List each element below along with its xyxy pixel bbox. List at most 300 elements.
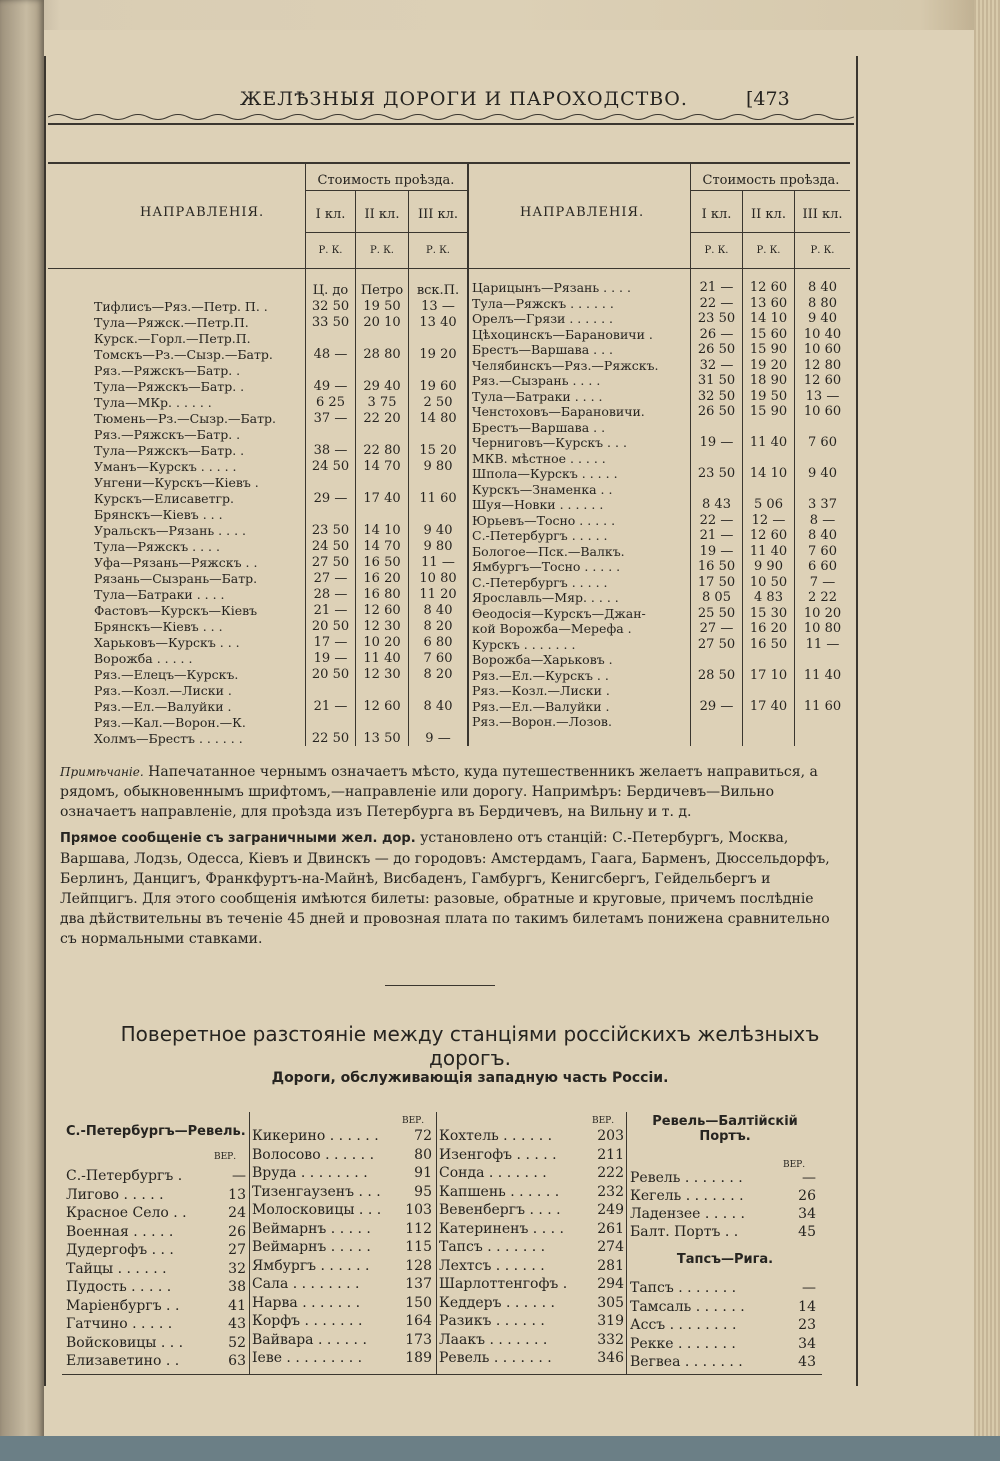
fare-value: 12 30 [363,667,401,682]
fare-value: 20 50 [311,667,350,682]
station-distance: 346 [597,1350,624,1366]
station-name: Кегель . . . . . . . [630,1188,744,1204]
fare-value: 11 40 [749,435,788,450]
fare-value: 20 10 [363,315,401,330]
fare-route: Рязань—Сызрань—Батр. [94,571,258,586]
station-distance: 27 [228,1242,246,1258]
fare-route: Бологое—Пск.—Валкъ. [472,543,625,559]
class-3-left: III кл. [417,207,459,222]
station-name: Катериненъ . . . . [439,1220,564,1237]
fare-value: 7 60 [423,651,453,666]
station-distance: 203 [597,1128,624,1144]
cost-heading-left: Стоимость проѣзда. [317,173,455,188]
fare-value: 26 50 [697,404,736,419]
station-distance: 26 [228,1223,246,1240]
station-name: Ревель . . . . . . . [630,1170,743,1186]
fare-value: 29 — [699,698,734,714]
fare-value [356,331,408,347]
fare-value: 8 20 [423,667,453,682]
fare-value [795,652,850,668]
station-distance: 249 [597,1202,624,1218]
fare-value: 19 — [699,435,734,450]
station-distance: 13 [228,1186,246,1203]
fare-value: 26 — [699,326,734,342]
station-distance: — [232,1168,246,1184]
fare-value: 10 40 [803,326,842,342]
fare-value [795,683,850,699]
direct-label: Прямое сообщеніе съ заграничными жел. дор. [60,831,416,846]
fare-route: Ѳеодосія—Курскъ—Джан- [472,605,646,621]
fare-value: 25 50 [697,605,736,621]
station-name: Гатчино . . . . . [66,1316,173,1332]
station-name: Капшень . . . . . . [439,1183,560,1200]
fare-value [743,451,794,467]
station-name: Веймарнъ . . . . . [252,1239,371,1255]
fare-value: 9 90 [754,559,783,574]
station-distance: 115 [405,1239,432,1255]
fare-route: Ряз.—Ряжскъ—Батр. . [94,363,241,378]
fare-value: 11 40 [749,543,788,559]
fare-value: 10 50 [749,574,788,590]
class-3-right: III кл. [802,207,843,222]
fare-value: 3 75 [367,395,397,410]
fare-value [306,715,355,731]
fare-value: 22 — [699,512,734,528]
unit-3-left: Р. К. [425,245,450,256]
unit-1-right: Р. К. [704,245,729,256]
direct-text: установлено отъ станцій: С.-Петербургъ, Москва, Варшава, Лодзь, Одесса, Кіевъ и Двинскъ — до городовъ: Амстердамъ, Гаага, Барменъ, Дюссельдорфъ, Берлинъ, Данцигъ, Франкфуртъ-на-Майнѣ, Висбаденъ, Гамбургъ, Кенигсбергъ, Гейдельбергъ и Лейпцигъ. Для этого сообщенія имѣются билеты: разовые, обратные и круговые, причемъ послѣдніе два дѣйствительны въ теченіе 45 дней и провозная плата по такимъ билетамъ понижена сравнительно съ нормальными ставками. [60,830,830,947]
header-ornament [48,112,854,126]
station-name: Пудость . . . . . [66,1279,172,1295]
fare-route: Фастовъ—Курскъ—Кіевъ [94,603,258,618]
dist-unit-1: ВЕР. [214,1152,237,1162]
fare-value: 6 80 [423,635,453,650]
station-name: Волосово . . . . . . [252,1146,375,1163]
fare-route: Ряз.—Ряжскъ—Батр. . [94,427,241,442]
station-name: Кикерино . . . . . . [252,1128,379,1144]
fare-value: 9 40 [423,523,453,538]
fare-value: 10 60 [803,342,842,357]
col-rule [467,164,469,746]
station-distance: 95 [414,1183,432,1200]
fare-value: 12 80 [803,357,842,373]
distances-title: Поверетное разстояніе между станціями россійскихъ желѣзныхъ дорогъ. [120,1022,820,1070]
fare-route: Курскъ . . . . . . . [472,636,576,652]
fare-value [356,475,408,491]
fare-route: Тула—Батраки . . . . [94,587,225,602]
fare-route: Ряз.—Козл.—Лиски . [94,683,232,698]
station-distance: 23 [798,1317,816,1333]
station-name: С.-Петербургъ . [66,1168,183,1184]
fare-value [356,715,408,731]
station-distance: 45 [798,1224,816,1240]
fare-value: 10 80 [803,621,842,636]
fare-value: 14 10 [749,311,788,326]
fare-route: Уфа—Рязань—Ряжскъ . . [94,555,258,570]
fare-value: 19 60 [419,379,457,394]
fare-value: 16 50 [363,555,401,570]
fare-value [409,715,467,731]
dist-unit-4: ВЕР. [783,1160,806,1170]
fare-value: 27 50 [697,636,736,652]
fare-route: Ченстоховъ—Барановичи. [472,404,645,419]
station-distance: 43 [798,1354,816,1370]
station-name: Тапсъ . . . . . . . [630,1280,737,1296]
fare-value: 17 10 [749,667,788,683]
station-name: Веймарнъ . . . . . [252,1220,371,1237]
fare-route: Тула—МКр. . . . . . [94,395,212,410]
fare-value [356,507,408,523]
fare-value: 2 50 [423,395,453,410]
fare-value [691,451,742,467]
fare-value: 3 37 [808,497,837,512]
fare-value [691,652,742,668]
fare-route: Ворожба . . . . . [94,651,193,666]
note-paragraph [60,762,840,822]
fare-value: 18 90 [749,373,788,388]
fare-value: 9 40 [808,311,837,326]
station-distance: 63 [228,1353,246,1369]
fare-value: 15 30 [749,605,788,621]
station-distance: 274 [597,1239,624,1255]
dist-col-rule [626,1112,627,1374]
fare-value: 16 50 [697,559,736,574]
station-distance: 43 [228,1316,246,1332]
station-distance: 232 [597,1183,624,1200]
fare-value [795,482,850,498]
fare-value: 9 80 [423,539,453,554]
station-name: Нарва . . . . . . . [252,1294,361,1311]
station-distance: — [802,1280,816,1296]
fare-value [356,683,408,699]
class-rule [690,232,850,233]
fare-value [795,420,850,436]
fare-value: 37 — [313,411,348,426]
fare-route: Тула—Ряжскъ—Батр. . [94,379,245,394]
fare-value: 31 50 [697,373,736,388]
fare-value [691,714,742,730]
fare-value: 5 06 [754,497,783,512]
fare-value: 21 — [313,699,348,714]
station-name: Тайцы . . . . . . [66,1260,167,1277]
left-page-edge [0,0,44,1461]
fare-value: 11 20 [419,587,457,602]
fare-value: 15 60 [749,326,788,342]
station-distance: 150 [405,1294,432,1311]
fare-value: 22 — [699,295,734,311]
fare-value: 13 60 [749,295,788,311]
fare-value: 7 60 [808,543,837,559]
fare-value: 11 60 [419,491,457,506]
station-name: Красное Село . . [66,1205,187,1221]
unit-2-right: Р. К. [756,245,781,256]
station-name: Ладензее . . . . . [630,1206,745,1222]
fare-value [306,427,355,443]
fare-value: 8 40 [808,280,837,295]
station-name: Маріенбургъ . . [66,1297,180,1314]
fare-route: Шуя—Новки . . . . . . [472,497,604,512]
station-distance: 332 [597,1331,624,1348]
fare-value [306,475,355,491]
table-surface [0,1436,1000,1461]
fare-value: 19 — [699,543,734,559]
fare-value: 8 — [809,512,836,528]
station-name: Дудергофъ . . . [66,1242,174,1258]
fare-route: Шпола—Курскъ . . . . . [472,466,618,481]
fare-value [306,331,355,347]
station-name: Тапсъ . . . . . . . [439,1239,546,1255]
dist-col-rule [436,1112,437,1374]
fare-value: 20 50 [311,619,350,634]
fare-value: 2 22 [808,590,837,605]
fare-route: Черниговъ—Курскъ . . . [472,435,627,450]
fare-value: 19 50 [363,299,401,314]
station-distance: 112 [405,1220,432,1237]
station-name: Вегвеа . . . . . . . [630,1354,743,1370]
station-distance: 34 [798,1206,816,1222]
station-name: Разикъ . . . . . . [439,1313,545,1329]
fare-value: 17 40 [363,491,401,506]
fare-value: 19 — [313,651,348,666]
station-name: Елизаветино . . [66,1353,180,1369]
fare-route: С.-Петербургъ . . . . . [472,528,608,543]
fare-value: 11 60 [803,698,842,714]
station-distance: 294 [597,1276,624,1292]
station-name: Изенгофъ . . . . . [439,1146,557,1163]
station-distance: 211 [597,1146,624,1163]
station-distance: — [802,1170,816,1186]
fare-value [409,507,467,523]
fare-value: 15 20 [419,443,457,458]
fare-value: 8 40 [808,528,837,543]
station-name: Ревель . . . . . . . [439,1350,552,1366]
station-distance: 26 [798,1188,816,1204]
fare-value: 22 80 [363,443,401,458]
fare-value [409,475,467,491]
fare-value: 23 50 [697,311,736,326]
fare-value: 19 50 [749,388,788,404]
fare-value: 14 70 [363,539,401,554]
station-name: Лехтсъ . . . . . . [439,1257,545,1274]
fare-value: 27 50 [311,555,350,570]
fare-value: 10 20 [363,635,401,650]
fare-value: 24 50 [311,459,350,474]
fare-route: Ряз.—Ворон.—Лозов. [472,714,612,729]
station-name: Лаакъ . . . . . . . [439,1331,548,1348]
fare-value: 32 50 [311,299,350,314]
fare-value: 8 43 [702,497,731,512]
station-distance: 128 [405,1257,432,1274]
fare-value: 23 50 [697,466,736,481]
station-distance: 103 [405,1202,432,1218]
fare-value: 13 — [805,388,840,404]
station-distance: 173 [405,1331,432,1348]
fare-value [306,363,355,379]
fare-value [743,482,794,498]
table-head-rule [48,268,850,269]
station-distance: 52 [228,1334,246,1351]
fare-value: 15 90 [749,342,788,357]
fare-value: 13 40 [419,315,457,330]
fare-value: 17 50 [697,574,736,590]
fare-value: 21 — [313,603,348,618]
fare-route: Брянскъ—Кіевъ . . . [94,619,223,634]
distances-subtitle: Дороги, обслуживающія западную часть Россіи. [271,1070,669,1086]
fare-value: 16 80 [363,587,401,602]
station-distance: 319 [597,1313,624,1329]
fare-value: 15 90 [749,404,788,419]
fare-value: 16 20 [749,621,788,636]
fare-value [409,363,467,379]
fare-value [356,363,408,379]
fare-value: 12 60 [749,528,788,543]
station-distance: 281 [597,1257,624,1274]
fare-value [356,427,408,443]
fare-route: Уманъ—Курскъ . . . . . [94,459,237,474]
fare-value: 27 — [313,571,348,586]
class-2-left: II кл. [364,207,400,222]
fare-value: 8 80 [808,295,837,311]
dist-col4-heading2: Тапсъ—Рига. [676,1252,774,1267]
station-distance: 80 [414,1146,432,1163]
fare-value: 4 83 [754,590,783,605]
station-distance: 189 [405,1350,432,1366]
station-distance: 34 [798,1335,816,1352]
fare-route: Курскъ—Елисаветгр. [94,491,235,506]
fare-route: Тула—Ряжскъ . . . . [94,539,220,554]
direct-paragraph [60,828,840,949]
class-rule [305,232,467,233]
fare-value [409,331,467,347]
fare-route: Уральскъ—Рязань . . . . [94,523,246,538]
fare-value: 16 20 [363,571,401,586]
fare-route: Ряз.—Козл.—Лиски . [472,683,610,698]
fare-value: 32 — [699,357,734,373]
fare-value: 21 — [699,280,734,295]
fare-value [795,714,850,730]
fare-route: Томскъ—Рз.—Сызр.—Батр. [94,347,273,362]
fare-value: 13 — [421,299,455,314]
station-name: Ассъ . . . . . . . . [630,1317,737,1333]
fare-value [743,683,794,699]
fare-value: 12 60 [749,280,788,295]
dist-unit-2: ВЕР. [402,1116,425,1126]
station-distance: 32 [228,1260,246,1277]
fare-value: 49 — [313,379,348,394]
fare-value: 29 — [313,491,348,506]
station-name: Балт. Портъ . . [630,1224,739,1240]
fare-value [743,652,794,668]
fare-value: 8 20 [423,619,453,634]
fare-value: 27 — [699,621,734,636]
fare-value: 28 50 [697,667,736,683]
cost-heading-right: Стоимость проѣзда. [702,173,840,188]
class-1-left: I кл. [315,207,346,222]
fare-value: 9 80 [423,459,453,474]
fare-route: Цѣхоцинскъ—Барановичи . [472,326,653,342]
fare-value: 22 50 [311,731,350,746]
station-distance: 222 [597,1165,624,1181]
station-name: Рекке . . . . . . . [630,1335,736,1352]
station-distance: 164 [405,1313,432,1329]
fare-value [795,451,850,467]
fare-route: Брестъ—Варшава . . [472,419,606,435]
station-distance: 261 [597,1220,624,1237]
fare-value: 13 50 [363,731,401,746]
fare-value: 33 50 [311,315,350,330]
page-edges [974,0,1000,1461]
fare-value: 14 10 [363,523,401,538]
cost-rule [690,190,850,191]
fare-value: 14 70 [363,459,401,474]
fare-value [409,683,467,699]
fare-value: 11 — [805,636,840,652]
dist-col1-heading: С.-Петербургъ—Ревель. [66,1124,246,1139]
fare-value: 17 — [313,635,348,650]
station-name: Военная . . . . . [66,1223,174,1240]
fare-value [743,714,794,730]
fare-route: Унгени—Курскъ—Кіевъ . [94,475,259,490]
left-top-3: вск.П. [416,283,460,298]
fare-route: Тула—Ряжскъ . . . . . . [472,295,614,311]
fare-value [306,683,355,699]
station-name: Лигово . . . . . [66,1186,164,1203]
fare-route: Брянскъ—Кіевъ . . . [94,507,223,522]
station-distance: 24 [228,1205,246,1221]
fare-value: 29 40 [363,379,401,394]
fare-route: Ряз.—Кал.—Ворон.—К. [94,715,246,730]
fare-route: Юрьевъ—Тосно . . . . . [472,512,616,528]
fare-value: 9 — [425,731,451,746]
fare-value: 6 60 [808,559,837,574]
fare-route: Царицынъ—Рязань . . . . [472,280,631,295]
note-label: Примѣчаніе. [60,765,144,779]
running-header: ЖЕЛѢЗНЫЯ ДОРОГИ И ПАРОХОДСТВО. [240,88,688,110]
station-name: Іеве . . . . . . . . . [252,1350,363,1366]
station-distance: 91 [414,1165,432,1181]
fare-value: 14 10 [749,466,788,481]
fare-value [743,420,794,436]
station-name: Вруда . . . . . . . . [252,1165,368,1181]
station-name: Молосковицы . . . [252,1202,382,1218]
fare-value: 6 25 [316,395,345,410]
table-top-rule [48,162,850,164]
station-distance: 41 [228,1297,246,1314]
fare-value: 24 50 [311,539,350,554]
fare-route: Тула—Батраки . . . . [472,388,603,404]
station-distance: 14 [798,1298,816,1315]
station-name: Корфъ . . . . . . . [252,1313,363,1329]
fare-route: Харьковъ—Курскъ . . . [94,635,240,650]
station-distance: 305 [597,1294,624,1311]
dist-bottom-rule [62,1374,822,1375]
station-name: Вайвара . . . . . . [252,1331,367,1348]
fare-route: Тюмень—Рз.—Сызр.—Батр. [94,411,277,426]
fare-route: Тифлисъ—Ряз.—Петр. П. . [94,299,268,314]
station-name: Ямбургъ . . . . . . [252,1257,370,1274]
fare-value: 10 20 [803,605,842,621]
station-name: Сала . . . . . . . . [252,1276,360,1292]
station-name: Кеддеръ . . . . . . [439,1294,555,1311]
page-number: [473 [746,88,790,110]
fare-value: 38 — [313,443,348,458]
directions-heading-left: НАПРАВЛЕНІЯ. [140,205,265,220]
cost-rule [305,190,467,191]
station-distance: 72 [414,1128,432,1144]
fare-route: Холмъ—Брестъ . . . . . . [94,731,243,746]
fare-value: 11 40 [363,651,401,666]
fare-value: 12 60 [803,373,842,388]
